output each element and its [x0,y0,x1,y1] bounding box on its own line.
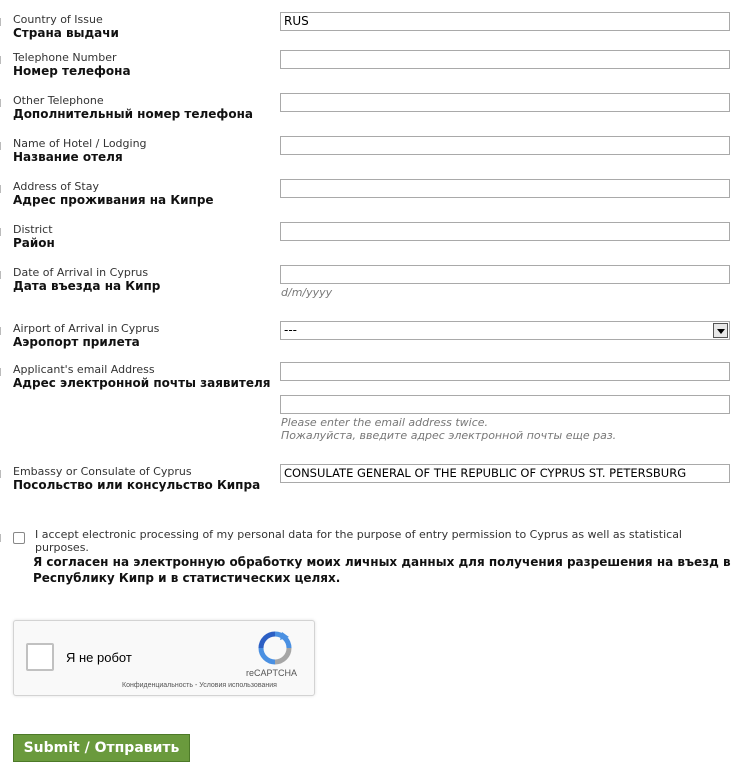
consent-text-en: I accept electronic processing of my personal data for the purpose of entry permission to Cyprus as well as statistical purposes. [35,528,682,554]
hotel-label-en: Name of Hotel / Lodging [13,137,147,150]
hotel-input[interactable] [280,136,730,155]
airport-selected-value: --- [284,323,297,337]
phone-label-en: Telephone Number [13,51,117,64]
chevron-down-icon[interactable] [713,323,728,338]
airport-select[interactable] [280,321,730,340]
other-phone-label-ru: Дополнительный номер телефона [13,107,253,121]
email-hint-ru: Пожалуйста, введите адрес электронной почты еще раз. [281,429,617,442]
district-input[interactable] [280,222,730,241]
airport-label-ru: Аэропорт прилета [13,335,140,349]
recaptcha-widget [13,620,315,696]
airport-label-en: Airport of Arrival in Cyprus [13,322,160,335]
phone-input[interactable] [280,50,730,69]
submit-button[interactable]: Submit / Отправить [13,734,190,762]
embassy-input[interactable]: CONSULATE GENERAL OF THE REPUBLIC OF CYPRUS ST. PETERSBURG [280,464,730,483]
arrival-date-label-en: Date of Arrival in Cyprus [13,266,149,279]
district-label-ru: Район [13,236,55,250]
recaptcha-logo-icon [258,631,292,665]
email-input[interactable] [280,362,730,381]
email-confirm-input[interactable] [280,395,730,414]
embassy-label-ru: Посольство или консульство Кипра [13,478,261,492]
other-phone-label-en: Other Telephone [13,94,104,107]
hotel-label-ru: Название отеля [13,150,123,164]
address-label-en: Address of Stay [13,180,99,193]
recaptcha-checkbox[interactable] [26,643,54,671]
recaptcha-brand: reCAPTCHA [246,668,298,678]
recaptcha-label: Я не робот [66,650,132,665]
country-label-en: Country of Issue [13,13,103,26]
consent-checkbox[interactable] [13,532,25,544]
country-input[interactable]: RUS [280,12,730,31]
country-label-ru: Страна выдачи [13,26,119,40]
arrival-date-label-ru: Дата въезда на Кипр [13,279,161,293]
arrival-date-input[interactable] [280,265,730,284]
consent-text-ru: Я согласен на электронную обработку моих личных данных для получения разрешения на въезд в Республику Кипр и в статистических целях. [33,555,731,585]
email-label-ru: Адрес электронной почты заявителя [13,376,271,390]
other-phone-input[interactable] [280,93,730,112]
address-input[interactable] [280,179,730,198]
phone-label-ru: Номер телефона [13,64,131,78]
email-label-en: Applicant's email Address [13,363,155,376]
recaptcha-terms-links[interactable]: Конфиденциальность - Условия использования [122,682,277,689]
email-hint-en: Please enter the email address twice. [281,416,489,429]
district-label-en: District [13,223,53,236]
address-label-ru: Адрес проживания на Кипре [13,193,214,207]
embassy-label-en: Embassy or Consulate of Cyprus [13,465,192,478]
date-format-hint: d/m/yyyy [281,286,333,299]
